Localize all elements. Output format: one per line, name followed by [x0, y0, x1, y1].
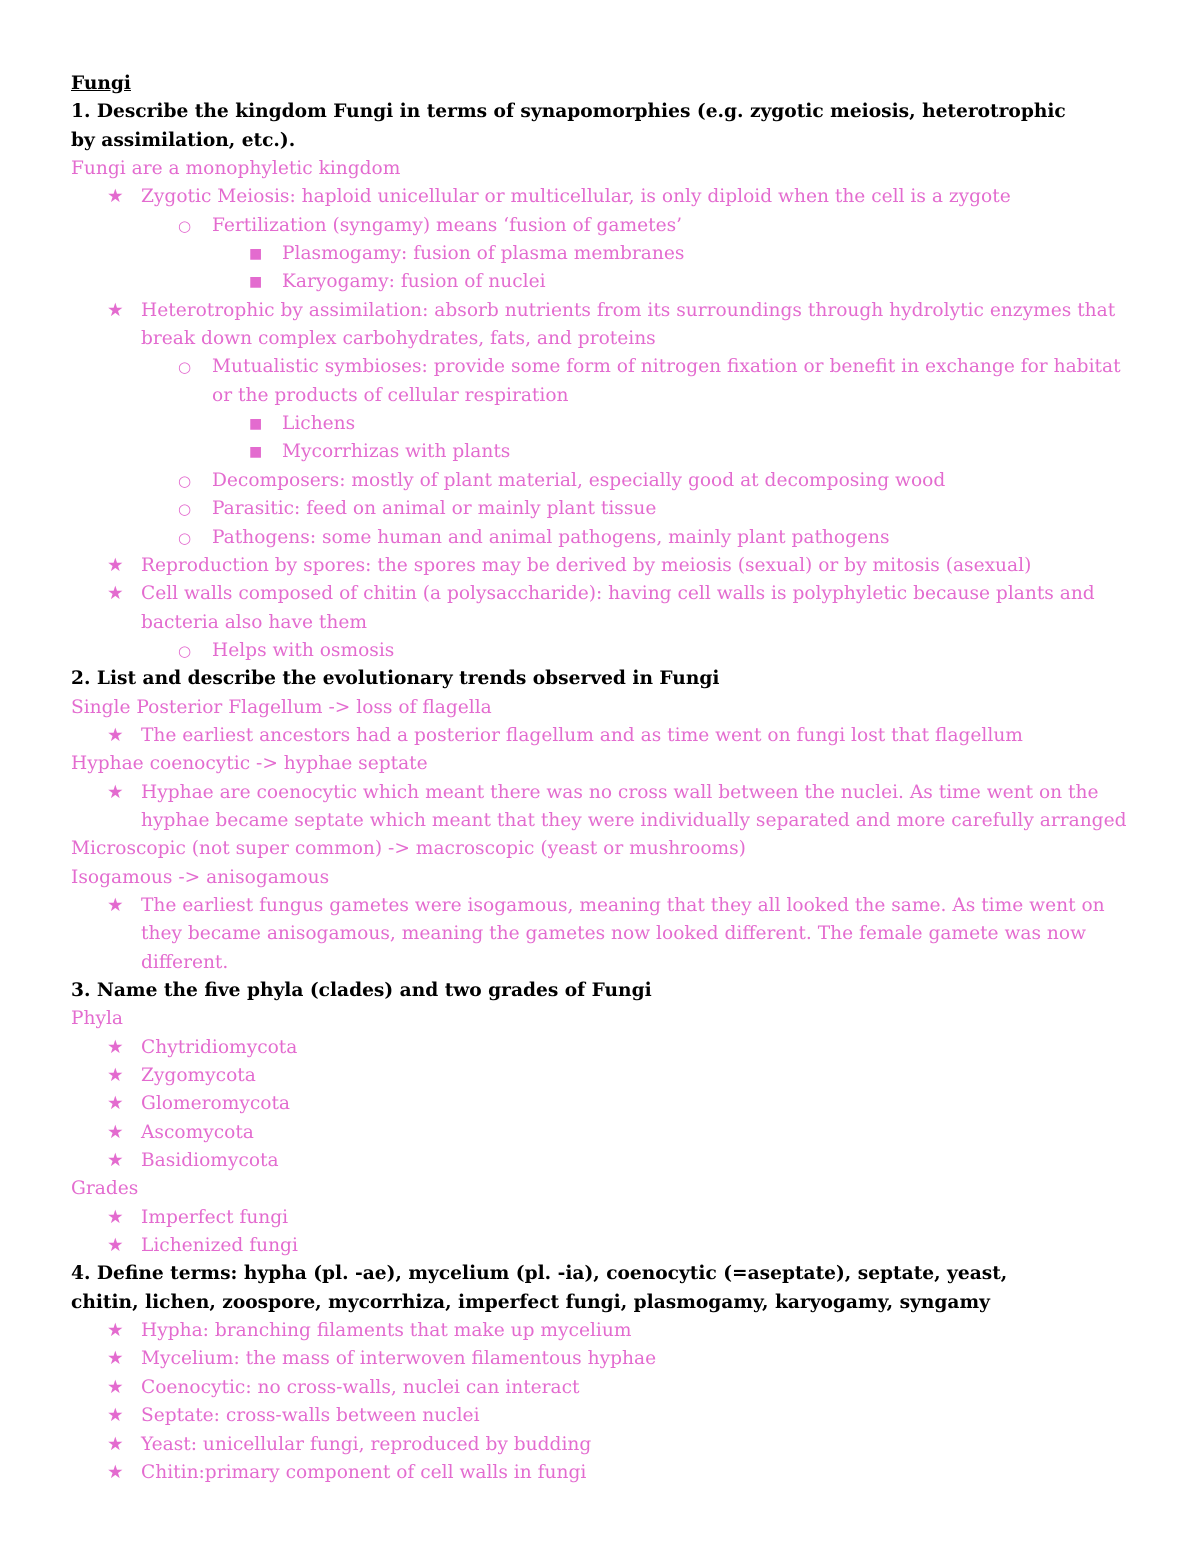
star-bullet-icon: ★	[107, 186, 124, 208]
definition-text: Mycelium: the mass of interwoven filamentous hyphae	[141, 1348, 657, 1370]
circle-bullet-icon: ○	[178, 528, 192, 547]
chitin-walls-text-line-1: Cell walls composed of chitin (a polysaccharide): having cell walls is polyphyletic because plants and	[141, 583, 1095, 605]
lichens-text: Lichens	[282, 413, 356, 435]
grades-label: Grades	[71, 1178, 139, 1200]
list-item	[71, 1317, 1136, 1345]
star-bullet-icon: ★	[107, 1036, 124, 1058]
star-bullet-icon: ★	[107, 1320, 124, 1342]
phylum-name: Basidiomycota	[141, 1150, 279, 1172]
definition-text: Hypha: branching filaments that make up mycelium	[141, 1320, 632, 1342]
trend-flagellum: Single Posterior Flagellum -> loss of flagella	[71, 696, 492, 718]
fertilization-text: Fertilization (syngamy) means ‘fusion of gametes’	[212, 214, 683, 236]
list-item	[71, 722, 1136, 750]
list-item	[71, 892, 1136, 977]
star-bullet-icon: ★	[107, 1065, 124, 1087]
star-bullet-icon: ★	[107, 1235, 124, 1257]
square-bullet-icon: ■	[249, 416, 263, 433]
star-bullet-icon: ★	[107, 1405, 124, 1427]
phylum-name: Zygomycota	[141, 1065, 256, 1087]
definition-text: Coenocytic: no cross-walls, nuclei can interact	[141, 1376, 580, 1398]
list-item	[71, 1402, 1136, 1430]
list-item	[71, 1204, 1136, 1232]
list-item	[71, 552, 1136, 580]
list-item	[71, 240, 1136, 268]
list-item	[71, 212, 1136, 240]
trend-hyphae: Hyphae coenocytic -> hyphae septate	[71, 753, 428, 775]
karyogamy-text: Karyogamy: fusion of nuclei	[282, 271, 546, 293]
star-bullet-icon: ★	[107, 894, 124, 916]
list-item	[71, 1459, 1136, 1487]
list-item	[71, 438, 1136, 466]
osmosis-text: Helps with osmosis	[212, 639, 395, 661]
list-item	[71, 1119, 1136, 1147]
decomposers-text: Decomposers: mostly of plant material, especially good at decomposing wood	[212, 469, 946, 491]
parasitic-text: Parasitic: feed on animal or mainly plant tissue	[212, 498, 657, 520]
trend-microscopic: Microscopic (not super common) -> macroscopic (yeast or mushrooms)	[71, 838, 746, 860]
spores-text: Reproduction by spores: the spores may be derived by meiosis (sexual) or by mitosis (asexual)	[141, 554, 1032, 576]
star-bullet-icon: ★	[107, 299, 124, 321]
list-item	[71, 183, 1136, 211]
grade-name: Imperfect fungi	[141, 1206, 289, 1228]
list-item	[71, 580, 1136, 637]
square-bullet-icon: ■	[249, 444, 263, 461]
flagellum-note: The earliest ancestors had a posterior flagellum and as time went on fungi lost that flagellum	[141, 724, 1023, 746]
list-item	[71, 637, 1136, 665]
list-item	[71, 1374, 1136, 1402]
list-item	[71, 495, 1136, 523]
list-item	[71, 297, 1136, 354]
list-item	[71, 1345, 1136, 1373]
star-bullet-icon: ★	[107, 1093, 124, 1115]
phylum-name: Chytridiomycota	[141, 1036, 298, 1058]
heterotrophic-text-line-2: break down complex carbohydrates, fats, and proteins	[141, 328, 656, 350]
star-bullet-icon: ★	[107, 1433, 124, 1455]
question-3-heading: 3. Name the five phyla (clades) and two grades of Fungi	[71, 980, 652, 1001]
definition-text: Septate: cross-walls between nuclei	[141, 1405, 480, 1427]
list-item	[71, 353, 1136, 410]
question-2-heading: 2. List and describe the evolutionary trends observed in Fungi	[71, 668, 720, 690]
list-item	[71, 524, 1136, 552]
mutualistic-text-line-2: or the products of cellular respiration	[212, 384, 569, 406]
star-bullet-icon: ★	[107, 1150, 124, 1172]
page-title: Fungi	[71, 73, 131, 94]
star-bullet-icon: ★	[107, 1348, 124, 1370]
list-item	[71, 467, 1136, 495]
circle-bullet-icon: ○	[178, 641, 192, 660]
phylum-name: Ascomycota	[141, 1121, 254, 1143]
star-bullet-icon: ★	[107, 1461, 124, 1483]
list-item	[71, 1147, 1136, 1175]
star-bullet-icon: ★	[107, 583, 124, 605]
star-bullet-icon: ★	[107, 1206, 124, 1228]
isogamous-note-line-1: The earliest fungus gametes were isogamous, meaning that they all looked the same. As time went on	[141, 894, 1105, 916]
square-bullet-icon: ■	[249, 246, 263, 263]
question-1-heading-line-2: by assimilation, etc.).	[71, 129, 296, 151]
mycorrhizas-text: Mycorrhizas with plants	[282, 441, 511, 463]
q1-intro: Fungi are a monophyletic kingdom	[71, 158, 401, 180]
trend-isogamous: Isogamous -> anisogamous	[71, 866, 330, 888]
star-bullet-icon: ★	[107, 1121, 124, 1143]
zygotic-meiosis-text: Zygotic Meiosis: haploid unicellular or multicellular, is only diploid when the cell is a zygote	[141, 186, 1011, 208]
plasmogamy-text: Plasmogamy: fusion of plasma membranes	[282, 243, 685, 265]
list-item	[71, 268, 1136, 296]
hyphae-note-line-2: hyphae became septate which meant that they were individually separated and more carefully arranged	[141, 809, 1127, 831]
circle-bullet-icon: ○	[178, 358, 192, 377]
circle-bullet-icon: ○	[178, 471, 192, 490]
circle-bullet-icon: ○	[178, 216, 192, 235]
question-4-heading-line-2: chitin, lichen, zoospore, mycorrhiza, imperfect fungi, plasmogamy, karyogamy, syngamy	[71, 1291, 990, 1313]
definition-text: Chitin:primary component of cell walls in fungi	[141, 1461, 587, 1483]
list-item	[71, 779, 1136, 836]
document-body	[71, 70, 1136, 1487]
star-bullet-icon: ★	[107, 1376, 124, 1398]
list-item	[71, 1090, 1136, 1118]
list-item	[71, 1034, 1136, 1062]
isogamous-note-line-2: they became anisogamous, meaning the gametes now looked different. The female gamete was now	[141, 923, 1086, 945]
isogamous-note-line-3: different.	[141, 951, 229, 973]
list-item	[71, 1431, 1136, 1459]
phylum-name: Glomeromycota	[141, 1093, 291, 1115]
star-bullet-icon: ★	[107, 781, 124, 803]
square-bullet-icon: ■	[249, 274, 263, 291]
chitin-walls-text-line-2: bacteria also have them	[141, 611, 367, 633]
question-4-heading-line-1: 4. Define terms: hypha (pl. -ae), mycelium (pl. -ia), coenocytic (=aseptate), septate, yeast,	[71, 1263, 1008, 1285]
phyla-label: Phyla	[71, 1008, 124, 1030]
list-item	[71, 1062, 1136, 1090]
list-item	[71, 1232, 1136, 1260]
star-bullet-icon: ★	[107, 724, 124, 746]
list-item	[71, 410, 1136, 438]
pathogens-text: Pathogens: some human and animal pathogens, mainly plant pathogens	[212, 526, 890, 548]
question-1-heading-line-1: 1. Describe the kingdom Fungi in terms of synapomorphies (e.g. zygotic meiosis, heterotrophic	[71, 101, 1066, 123]
hyphae-note-line-1: Hyphae are coenocytic which meant there was no cross wall between the nuclei. As time went on the	[141, 781, 1099, 803]
circle-bullet-icon: ○	[178, 500, 192, 519]
star-bullet-icon: ★	[107, 554, 124, 576]
mutualistic-text-line-1: Mutualistic symbioses: provide some form of nitrogen fixation or benefit in exchange for habitat	[212, 356, 1121, 378]
heterotrophic-text-line-1: Heterotrophic by assimilation: absorb nutrients from its surroundings through hydrolytic enzymes that	[141, 299, 1116, 321]
definition-text: Yeast: unicellular fungi, reproduced by budding	[141, 1433, 592, 1455]
grade-name: Lichenized fungi	[141, 1235, 298, 1257]
